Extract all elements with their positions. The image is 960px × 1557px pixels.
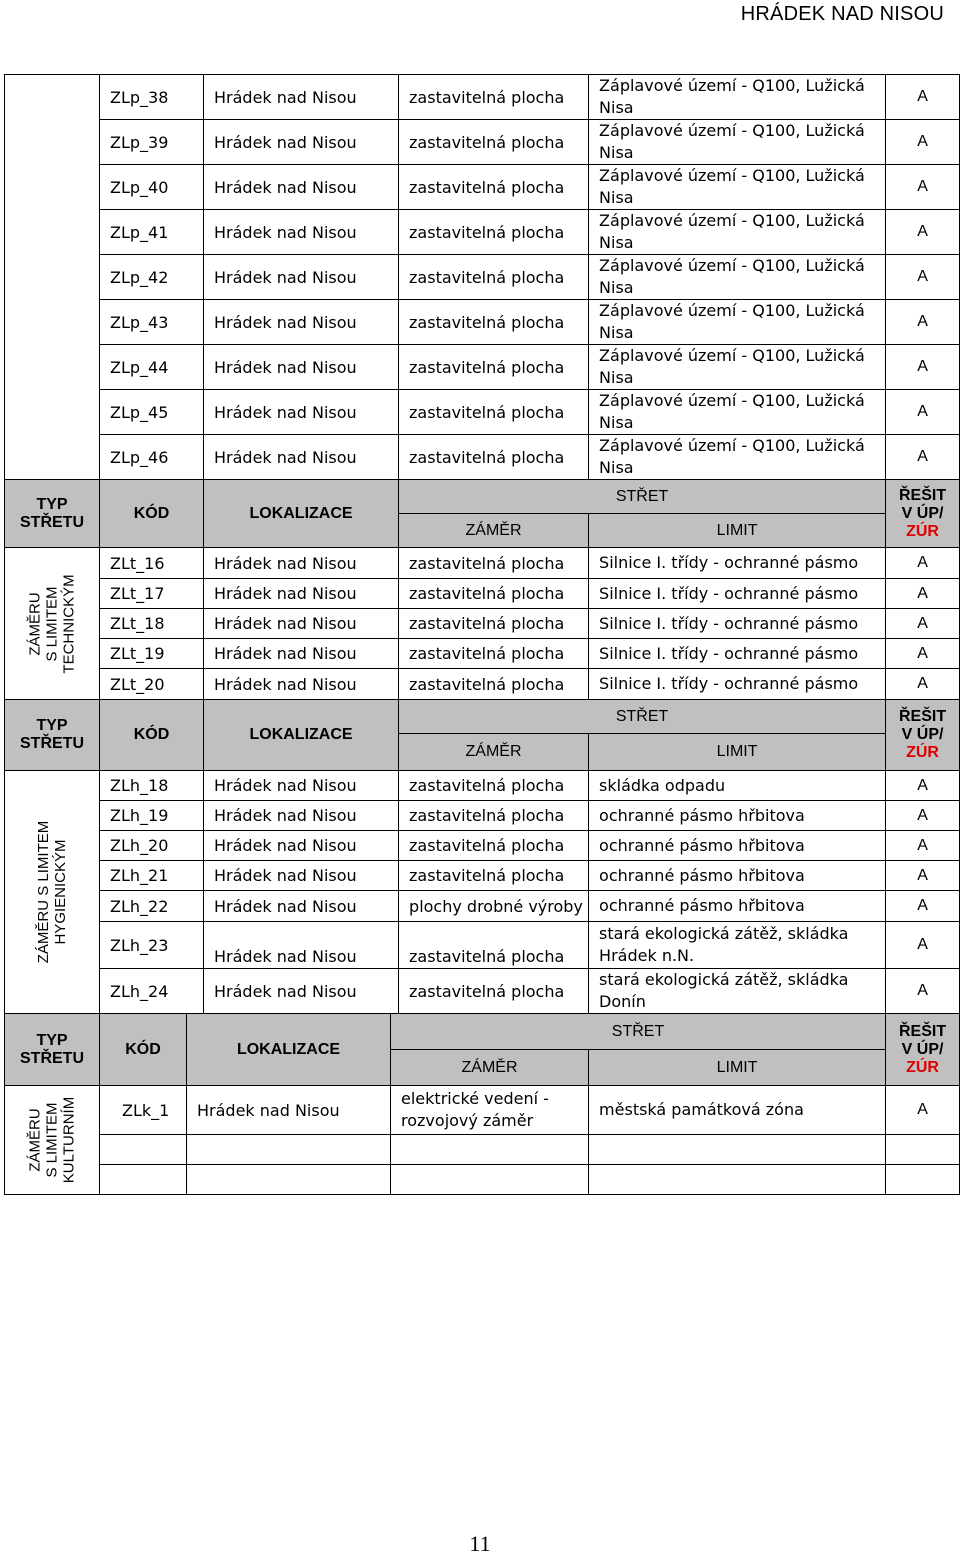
row-limit: stará ekologická zátěž, skládka Donín <box>589 969 886 1014</box>
row-zamer: zastavitelná plocha <box>399 75 589 120</box>
row-code: ZLp_41 <box>100 210 204 255</box>
table-row <box>5 255 960 300</box>
row-code: ZLh_24 <box>100 969 204 1014</box>
row-location: Hrádek nad Nisou <box>204 300 399 345</box>
empty-cell <box>187 1165 391 1195</box>
row-code: ZLp_43 <box>100 300 204 345</box>
table-row <box>5 210 960 255</box>
row-code: ZLh_23 <box>100 922 204 969</box>
row-location: Hrádek nad Nisou <box>187 1086 391 1135</box>
table-row <box>5 831 960 861</box>
row-code: ZLt_19 <box>100 639 204 669</box>
category-cultural: ZÁMĚRU S LIMITEM KULTURNÍM <box>5 1086 100 1195</box>
row-resolution: A <box>886 165 960 210</box>
row-location: Hrádek nad Nisou <box>204 579 399 609</box>
table-row <box>5 1086 960 1135</box>
header-resit: ŘEŠIT V ÚP/ ZÚR <box>886 480 960 548</box>
header-kod: KÓD <box>100 480 204 548</box>
table-row-empty <box>5 1135 960 1165</box>
row-limit: ochranné pásmo hřbitova <box>589 801 886 831</box>
row-resolution: A <box>886 609 960 639</box>
row-resolution: A <box>886 861 960 891</box>
table-header <box>5 480 960 514</box>
row-location: Hrádek nad Nisou <box>204 210 399 255</box>
row-limit: ochranné pásmo hřbitova <box>589 891 886 922</box>
table-row <box>5 801 960 831</box>
table-row <box>5 300 960 345</box>
category-hygienic: ZÁMĚRU S LIMITEM HYGIENICKÝM <box>5 771 100 1014</box>
row-zamer: zastavitelná plocha <box>399 861 589 891</box>
row-zamer: plochy drobné výroby <box>399 891 589 922</box>
row-resolution: A <box>886 345 960 390</box>
row-limit: Záplavové území - Q100, Lužická Nisa <box>589 75 886 120</box>
header-kod: KÓD <box>100 700 204 771</box>
category-cell-blank <box>5 75 100 480</box>
row-code: ZLh_21 <box>100 861 204 891</box>
row-zamer: zastavitelná plocha <box>399 255 589 300</box>
row-resolution: A <box>886 579 960 609</box>
row-location: Hrádek nad Nisou <box>204 390 399 435</box>
row-limit: Záplavové území - Q100, Lužická Nisa <box>589 300 886 345</box>
empty-cell <box>391 1135 589 1165</box>
table-row <box>5 639 960 669</box>
row-location: Hrádek nad Nisou <box>204 548 399 579</box>
row-location: Hrádek nad Nisou <box>204 75 399 120</box>
row-limit: Záplavové území - Q100, Lužická Nisa <box>589 390 886 435</box>
row-location: Hrádek nad Nisou <box>204 861 399 891</box>
row-code: ZLt_17 <box>100 579 204 609</box>
row-resolution: A <box>886 435 960 480</box>
row-location: Hrádek nad Nisou <box>204 255 399 300</box>
row-location: Hrádek nad Nisou <box>204 669 399 700</box>
row-zamer: zastavitelná plocha <box>399 120 589 165</box>
table-row <box>5 922 960 969</box>
row-code: ZLt_18 <box>100 609 204 639</box>
row-code: ZLh_20 <box>100 831 204 861</box>
row-resolution: A <box>886 891 960 922</box>
row-zamer: zastavitelná plocha <box>399 669 589 700</box>
row-resolution: A <box>886 390 960 435</box>
row-limit: Silnice I. třídy - ochranné pásmo <box>589 639 886 669</box>
header-typ: TYP STŘETU <box>5 1014 100 1086</box>
header-zamer: ZÁMĚR <box>399 734 589 771</box>
empty-cell <box>886 1135 960 1165</box>
row-location: Hrádek nad Nisou <box>204 801 399 831</box>
row-zamer: elektrické vedení - rozvojový záměr <box>391 1086 589 1135</box>
row-limit: Záplavové území - Q100, Lužická Nisa <box>589 165 886 210</box>
row-zamer: zastavitelná plocha <box>399 609 589 639</box>
row-code: ZLh_22 <box>100 891 204 922</box>
conflicts-table <box>4 74 960 1195</box>
row-limit: Silnice I. třídy - ochranné pásmo <box>589 579 886 609</box>
row-location: Hrádek nad Nisou <box>204 639 399 669</box>
page-header: HRÁDEK NAD NISOU <box>740 3 944 25</box>
table-row <box>5 669 960 700</box>
row-limit: Silnice I. třídy - ochranné pásmo <box>589 669 886 700</box>
table-row <box>5 771 960 801</box>
row-resolution: A <box>886 1086 960 1135</box>
row-code: ZLp_42 <box>100 255 204 300</box>
empty-cell <box>100 1165 187 1195</box>
table-row <box>5 891 960 922</box>
empty-cell <box>187 1135 391 1165</box>
row-resolution: A <box>886 639 960 669</box>
row-location: Hrádek nad Nisou <box>204 922 399 969</box>
row-zamer: zastavitelná plocha <box>399 771 589 801</box>
row-code: ZLp_39 <box>100 120 204 165</box>
header-stret: STŘET <box>391 1014 886 1050</box>
table-row <box>5 435 960 480</box>
table-row <box>5 609 960 639</box>
header-zamer: ZÁMĚR <box>399 514 589 548</box>
row-location: Hrádek nad Nisou <box>204 891 399 922</box>
header-lokalizace: LOKALIZACE <box>187 1014 391 1086</box>
header-resit: ŘEŠIT V ÚP/ ZÚR <box>886 700 960 771</box>
row-resolution: A <box>886 801 960 831</box>
row-zamer: zastavitelná plocha <box>399 210 589 255</box>
row-code: ZLh_19 <box>100 801 204 831</box>
empty-cell <box>886 1165 960 1195</box>
row-resolution: A <box>886 75 960 120</box>
row-code: ZLp_46 <box>100 435 204 480</box>
table-row <box>5 165 960 210</box>
row-code: ZLt_16 <box>100 548 204 579</box>
row-code: ZLp_40 <box>100 165 204 210</box>
row-limit: městská památková zóna <box>589 1086 886 1135</box>
row-code: ZLk_1 <box>100 1086 187 1135</box>
row-location: Hrádek nad Nisou <box>204 165 399 210</box>
table-row <box>5 390 960 435</box>
table-header <box>5 1014 960 1050</box>
row-resolution: A <box>886 120 960 165</box>
row-zamer: zastavitelná plocha <box>399 922 589 969</box>
row-limit: Záplavové území - Q100, Lužická Nisa <box>589 435 886 480</box>
row-limit: Silnice I. třídy - ochranné pásmo <box>589 609 886 639</box>
row-code: ZLp_38 <box>100 75 204 120</box>
row-limit: Záplavové území - Q100, Lužická Nisa <box>589 210 886 255</box>
empty-cell <box>589 1165 886 1195</box>
row-limit: Záplavové území - Q100, Lužická Nisa <box>589 120 886 165</box>
table-row <box>5 579 960 609</box>
table-row <box>5 120 960 165</box>
row-zamer: zastavitelná plocha <box>399 639 589 669</box>
row-zamer: zastavitelná plocha <box>399 969 589 1014</box>
row-resolution: A <box>886 669 960 700</box>
row-limit: ochranné pásmo hřbitova <box>589 831 886 861</box>
row-resolution: A <box>886 922 960 969</box>
row-limit: stará ekologická zátěž, skládka Hrádek n.N. <box>589 922 886 969</box>
row-code: ZLt_20 <box>100 669 204 700</box>
row-resolution: A <box>886 255 960 300</box>
category-technical: ZÁMĚRU S LIMITEM TECHNICKÝM <box>5 548 100 700</box>
header-limit: LIMIT <box>589 514 886 548</box>
row-resolution: A <box>886 210 960 255</box>
row-zamer: zastavitelná plocha <box>399 831 589 861</box>
row-zamer: zastavitelná plocha <box>399 390 589 435</box>
row-code: ZLh_18 <box>100 771 204 801</box>
empty-cell <box>589 1135 886 1165</box>
row-location: Hrádek nad Nisou <box>204 609 399 639</box>
row-zamer: zastavitelná plocha <box>399 300 589 345</box>
row-limit: ochranné pásmo hřbitova <box>589 861 886 891</box>
row-code: ZLp_45 <box>100 390 204 435</box>
header-zamer: ZÁMĚR <box>391 1050 589 1086</box>
row-zamer: zastavitelná plocha <box>399 579 589 609</box>
row-resolution: A <box>886 548 960 579</box>
row-zamer: zastavitelná plocha <box>399 345 589 390</box>
table-row <box>5 969 960 1014</box>
row-location: Hrádek nad Nisou <box>204 969 399 1014</box>
empty-cell <box>391 1165 589 1195</box>
row-resolution: A <box>886 300 960 345</box>
table-header <box>5 700 960 734</box>
row-resolution: A <box>886 771 960 801</box>
table-row <box>5 345 960 390</box>
table-row <box>5 75 960 120</box>
header-typ: TYP STŘETU <box>5 480 100 548</box>
header-lokalizace: LOKALIZACE <box>204 700 399 771</box>
row-code: ZLp_44 <box>100 345 204 390</box>
header-limit: LIMIT <box>589 1050 886 1086</box>
header-typ: TYP STŘETU <box>5 700 100 771</box>
header-stret: STŘET <box>399 700 886 734</box>
row-zamer: zastavitelná plocha <box>399 548 589 579</box>
header-lokalizace: LOKALIZACE <box>204 480 399 548</box>
row-resolution: A <box>886 969 960 1014</box>
table-row <box>5 548 960 579</box>
table-row <box>5 861 960 891</box>
row-zamer: zastavitelná plocha <box>399 801 589 831</box>
header-limit: LIMIT <box>589 734 886 771</box>
row-location: Hrádek nad Nisou <box>204 120 399 165</box>
row-location: Hrádek nad Nisou <box>204 831 399 861</box>
row-location: Hrádek nad Nisou <box>204 435 399 480</box>
empty-cell <box>100 1135 187 1165</box>
row-zamer: zastavitelná plocha <box>399 165 589 210</box>
row-limit: skládka odpadu <box>589 771 886 801</box>
header-kod: KÓD <box>100 1014 187 1086</box>
row-zamer: zastavitelná plocha <box>399 435 589 480</box>
table-row-empty <box>5 1165 960 1195</box>
page-number: 11 <box>469 1531 491 1556</box>
row-resolution: A <box>886 831 960 861</box>
row-location: Hrádek nad Nisou <box>204 345 399 390</box>
row-limit: Záplavové území - Q100, Lužická Nisa <box>589 255 886 300</box>
row-location: Hrádek nad Nisou <box>204 771 399 801</box>
row-limit: Silnice I. třídy - ochranné pásmo <box>589 548 886 579</box>
row-limit: Záplavové území - Q100, Lužická Nisa <box>589 345 886 390</box>
header-stret: STŘET <box>399 480 886 514</box>
header-resit: ŘEŠIT V ÚP/ ZÚR <box>886 1014 960 1086</box>
